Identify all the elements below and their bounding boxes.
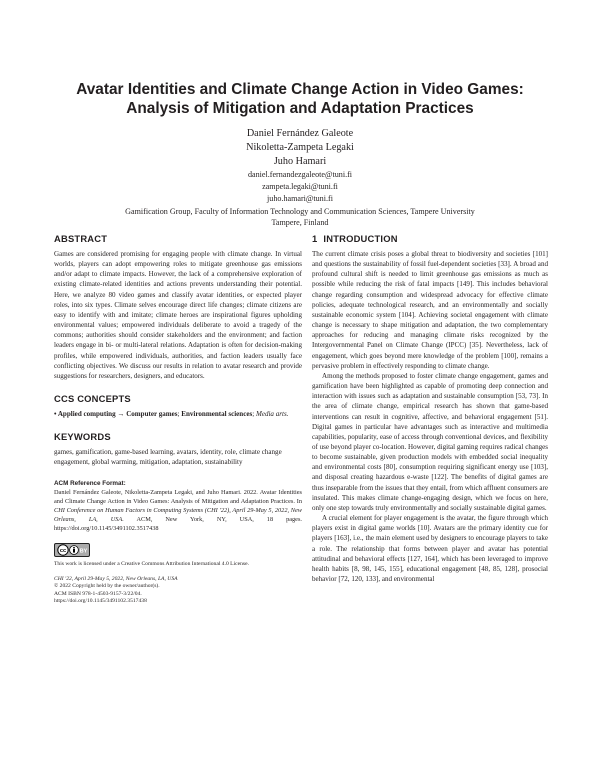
abstract-heading: ABSTRACT	[54, 233, 108, 244]
conference-line: CHI '22, April 29-May 5, 2022, New Orleans, LA, USA	[54, 575, 178, 582]
author-email[interactable]: daniel.fernandezgaleote@tuni.fi	[247, 170, 353, 179]
intro-paragraph-1: The current climate crisis poses a global threat to biodiversity and societies [101] and questions the sustainability of fossil fuel-dependent societies [33]. A broad and profound cultural shift is needed to limit greenhouse gas emissions as much as possible while reducing the risk of fatal impacts [149]. This includes behavioral change regarding consumption and widespread advocacy for effective climate policies, adequate technological research, and an environmentally and socially sustainable economic system [104]. Achieving societal engagement with climate change is necessary to shape mitigation and adaptation, the two complementary approaches for reducing and managing climate risks recognized by the Intergovernmental Panel on Climate Change (IPCC) [35]. Nevertheless, lack of engagement, which goes beyond mere knowledge of the problem [100], remains a pervasive problem in effectively responding to climate change.	[312, 250, 548, 370]
section-number: 1	[312, 233, 318, 244]
affiliation-line-2: Tampere, Finland	[271, 218, 329, 227]
affiliation-line-1: Gamification Group, Faculty of Information Technology and Communication Sciences, Tampere University	[125, 207, 475, 216]
keywords-text: games, gamification, game-based learning, avatars, identity, role, climate change engagement, global warming, mitigation, adaptation, sustainability	[54, 448, 282, 467]
introduction-heading	[312, 233, 548, 245]
paper-title-line-1: Avatar Identities and Climate Change Action in Video Games:	[76, 81, 524, 98]
right-column	[312, 233, 548, 584]
isbn-line: ACM ISBN 978-1-4503-9157-3/22/04.	[54, 590, 142, 597]
ccs-arrow: →	[117, 410, 125, 419]
keywords-heading: KEYWORDS	[54, 431, 111, 443]
svg-text:BY: BY	[79, 547, 88, 554]
ccs-bullet: •	[54, 410, 57, 419]
author-name: Juho Hamari	[273, 156, 327, 167]
ccs-concepts: • Applied computing → Computer games; Environmental sciences; Media arts.	[54, 410, 289, 419]
conference-meta	[54, 576, 302, 606]
reference-venue: CHI Conference on Human Factors in Computing Systems (CHI '22), April 29-May 5, 2022, New Orleans, LA, USA.	[54, 506, 302, 523]
copyright-line: © 2022 Copyright held by the owner/author(s).	[54, 583, 160, 590]
ccs-concept-environmental-sciences: Environmental sciences	[181, 410, 253, 419]
reference-citation: Daniel Fernández Galeote, Nikoletta-Zampeta Legaki, and Juho Hamari. 2022. Avatar Identities and Climate Change Action in Video Games: Analysis of Mitigation and Adaptation Practices. In	[54, 488, 302, 505]
paper-title-line-2: Analysis of Mitigation and Adaptation Practices	[126, 100, 474, 117]
reference-format-heading: ACM Reference Format:	[54, 479, 126, 487]
doi-link[interactable]: https://doi.org/10.1145/3491102.3517438	[54, 598, 147, 605]
section-title: INTRODUCTION	[323, 233, 398, 244]
ccs-heading: CCS CONCEPTS	[54, 393, 131, 405]
creative-commons-icon	[57, 544, 89, 556]
abstract-text: Games are considered promising for engaging people with climate change. In virtual worlds, players can adopt empowering roles to mitigate greenhouse gas emissions and/or adapt to climate impacts. However, the lack of a comprehensive exploration of existing climate-related identities and actions prevents understanding their potential. Here, we analyze 80 video games and classify avatar identities, or expected player roles, into six types. Climate selves encourage direct life changes; climate citizens are easy to identify with and imitate; climate heroes are inspirational figures upholding environmental values; empowered individuals deliberate to avoid a tragedy of the commons; authorities should consider stakeholders and the environment; and faction leaders engage in bi- or multi-lateral relations. Adaptation is often for decision-making profiles, while empowered individuals, authorities, and faction leaders usually face conflicting objectives. We discuss our results in relation to avatar research and provide suggestions for researchers, designers, and educators.	[54, 250, 302, 380]
author-block	[40, 127, 560, 228]
license-block	[54, 543, 302, 557]
reference-format-text	[54, 488, 302, 533]
ccs-concept-media-arts: Media arts.	[255, 410, 289, 419]
paper-title	[40, 80, 560, 118]
author-name: Nikoletta-Zampeta Legaki	[246, 142, 354, 153]
left-column	[54, 233, 302, 606]
ccs-concept-applied-computing: Applied computing	[57, 410, 116, 419]
author-name: Daniel Fernández Galeote	[246, 128, 354, 139]
creative-commons-by-badge[interactable]	[54, 543, 90, 557]
license-text: This work is licensed under a Creative Commons Attribution International 4.0 License.	[54, 560, 249, 567]
intro-paragraph-3: A crucial element for player engagement is the avatar, the figure through which players exist in digital game worlds [10]. Avatars are the primary identity cue for players [163], i.e., the main element used by designers to encourage players to take a role. The relationship that forms between player and avatar has potential attitudinal and behavioral effects [127, 164], which has been leveraged to improve health habits [8, 98, 145, 155], educational engagement [48, 85, 128], prosocial behavior [72, 120, 133], and environmental	[312, 514, 548, 583]
svg-text:cc: cc	[59, 547, 67, 554]
author-email[interactable]: zampeta.legaki@tuni.fi	[262, 182, 338, 191]
reference-doi[interactable]: ACM, New York, NY, USA, 18 pages. https://doi.org/10.1145/3491102.3517438	[54, 515, 302, 532]
author-email[interactable]: juho.hamari@tuni.fi	[267, 194, 333, 203]
intro-paragraph-2: Among the methods proposed to foster climate change engagement, games and gamification have been highlighted as capable of promoting deep connection and interaction with issues such as adaptation and sustainable consumption [53, 73]. In the area of climate change, empirical research has shown that game-based interventions can result in cognitive, affective, and behavioral engagement [51]. Digital games in particular have advantages such as interactive and multimedia capabilities, popularity, ease of access through conventional devices, and flexibility of use beyond player co-location. However, digital gaming requires radical changes to become sustainable, given production models with embedded social inequality and environmental costs [80], consumption requiring significant energy use [103], and disposal creating hazardous e-waste [122]. The benefits of digital games are thus inseparable from the issues that they entail, from which affluent consumers are insulated. This makes climate change-engaging design, which we focus on here, only one step towards truly environmentally and socially sustainable digital games.	[312, 371, 548, 512]
ccs-concept-computer-games: Computer games	[126, 410, 178, 419]
